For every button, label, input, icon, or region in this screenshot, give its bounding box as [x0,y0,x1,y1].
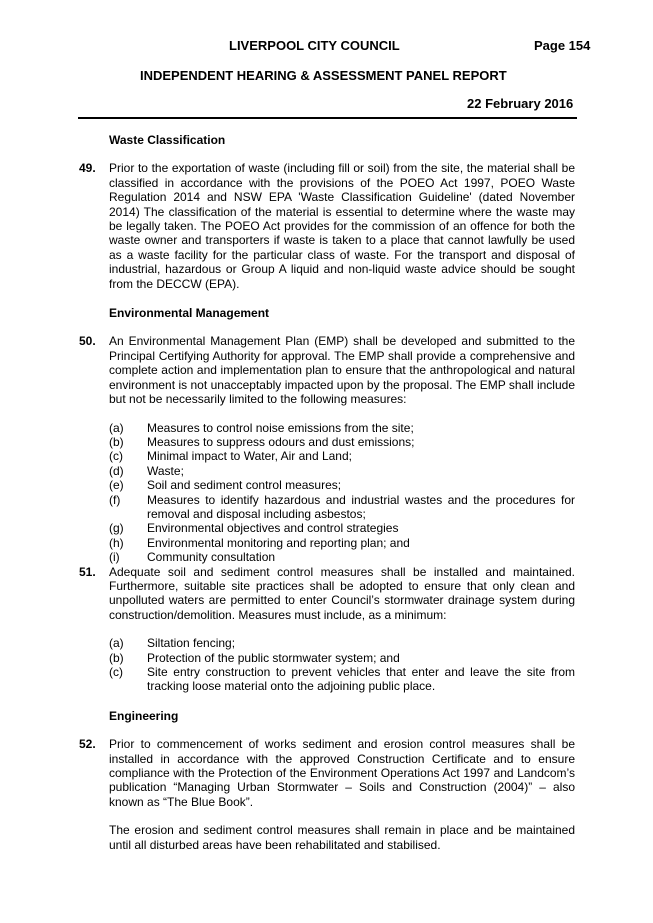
list-item-text: Measures to suppress odours and dust emissions; [147,434,415,449]
list-item-text: Environmental objectives and control strategies [147,521,399,536]
list-item-text: Waste; [147,463,184,478]
condition-50 [79,334,575,406]
section-heading-environmental: Environmental Management [109,306,270,321]
list-item [109,449,575,463]
list-item [109,665,575,694]
condition-text: Prior to commencement of works sediment and erosion control measures shall be installed in accordance with the approved Construction Certificate and to ensure compliance with the Protection of the Environment Operations Act 1997 and Landcom’s publication “Managing Urban Stormwater – Soils and Construction (2004)” – also known as “The Blue Book”. [109,737,575,809]
list-item-label: (e) [109,478,124,493]
list-item-text: Site entry construction to prevent vehicles that enter and leave the site from tracking loose material onto the adjoining public place. [147,665,575,694]
list-item-text: Community consultation [147,550,276,565]
document-body [79,133,575,852]
list-item [109,478,575,492]
list-item-label: (f) [109,492,121,507]
condition-number: 50. [79,334,96,349]
condition-49 [79,161,575,291]
list-item-label: (i) [109,550,120,565]
condition-52-paragraph: The erosion and sediment control measures shall remain in place and be maintained until all disturbed areas have been rehabilitated and stabilised. [109,823,575,852]
report-date: 22 February 2016 [467,96,574,111]
list-item [109,421,575,435]
list-item [109,536,575,550]
measures-list-50 [109,421,575,565]
list-item [109,521,575,535]
list-item-label: (d) [109,463,124,478]
measures-list-51 [109,636,575,694]
list-item-text: Measures to identify hazardous and industrial wastes and the procedures for removal and disposal including asbestos; [147,492,575,521]
list-item [109,636,575,650]
list-item-label: (b) [109,434,124,449]
condition-number: 49. [79,161,96,176]
condition-text: Adequate soil and sediment control measures shall be installed and maintained. Furthermore, suitable site practices shall be adopted to ensure that only clean and unpolluted waters are permitted to enter Council’s stormwater drainage system during construction/demolition. Measures must include, as a minimum: [109,564,575,622]
list-item [109,493,575,522]
list-item-label: (g) [109,521,124,536]
list-item-text: Soil and sediment control measures; [147,478,342,493]
section-heading-engineering: Engineering [109,708,179,723]
report-title: INDEPENDENT HEARING & ASSESSMENT PANEL REPORT [140,68,507,83]
list-item-text: Minimal impact to Water, Air and Land; [147,449,352,464]
list-item-label: (a) [109,636,124,651]
page-number: Page 154 [534,38,591,53]
list-item-text: Measures to control noise emissions from the site; [147,420,414,435]
list-item-label: (h) [109,535,124,550]
condition-number: 52. [79,737,96,752]
section-heading-waste: Waste Classification [109,133,226,147]
list-item [109,651,575,665]
list-item-label: (c) [109,449,123,464]
list-item [109,464,575,478]
header-rule [78,117,577,119]
list-item-text: Siltation fencing; [147,636,236,651]
council-name: LIVERPOOL CITY COUNCIL [229,38,400,53]
list-item-label: (b) [109,650,124,665]
list-item-label: (a) [109,420,124,435]
condition-number: 51. [79,564,96,579]
condition-51 [79,565,575,623]
condition-text: An Environmental Management Plan (EMP) shall be developed and submitted to the Principal Certifying Authority for approval. The EMP shall provide a comprehensive and complete action and implementation plan to ensure that the anthropological and natural environment is not unacceptably impacted upon by the proposal. The EMP shall include but not be necessarily limited to the following measures: [109,334,575,407]
list-item-text: Protection of the public stormwater system; and [147,650,400,665]
condition-text: Prior to the exportation of waste (including fill or soil) from the site, the material shall be classified in accordance with the provisions of the POEO Act 1997, POEO Waste Regulation 2014 and NSW EPA 'Waste Classification Guideline' (dated November 2014) The classification of the material is essential to determine where the waste may be legally taken. The POEO Act provides for the commission of an offence for both the waste owner and transporters if waste is taken to a place that cannot lawfully be used as a waste facility for the particular class of waste. For the transport and disposal of industrial, hazardous or Group A liquid and non-liquid waste advice should be sought from the DECCW (EPA). [109,161,575,291]
list-item-text: Environmental monitoring and reporting plan; and [147,535,410,550]
list-item [109,550,575,564]
list-item [109,435,575,449]
list-item-label: (c) [109,665,123,679]
condition-52 [79,737,575,809]
